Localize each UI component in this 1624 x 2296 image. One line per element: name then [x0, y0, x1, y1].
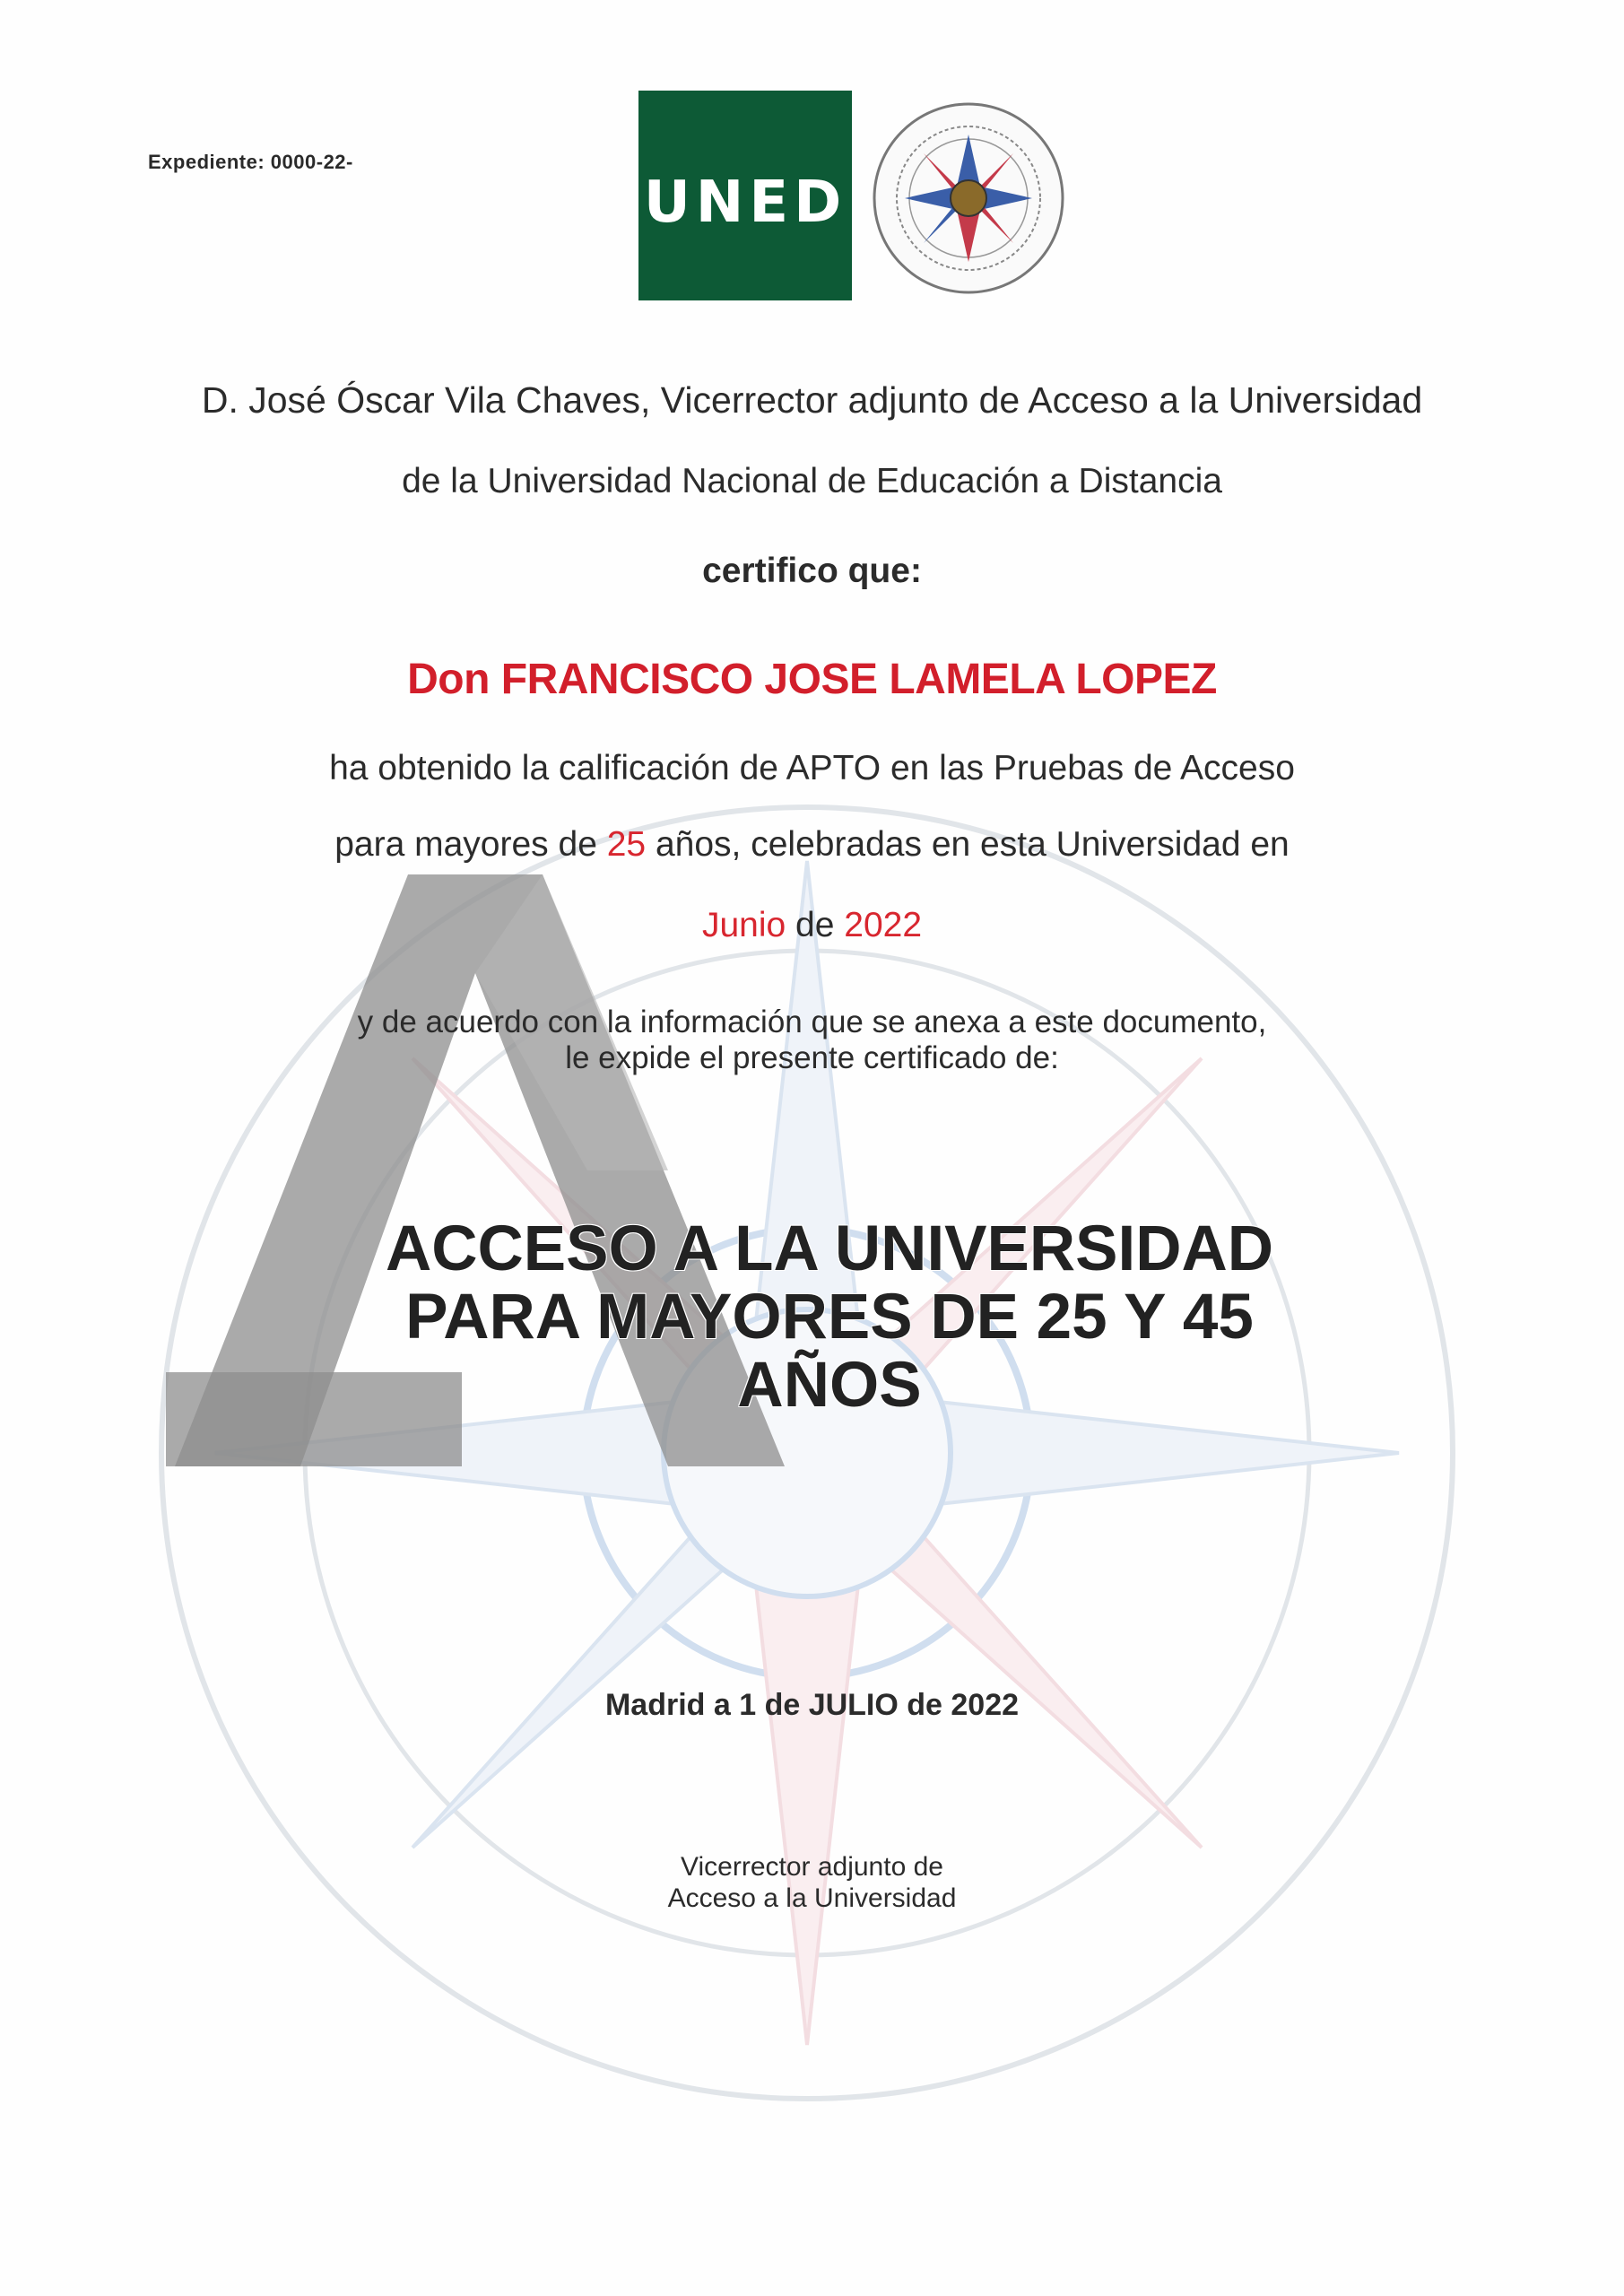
- recipient-name: Don FRANCISCO JOSE LAMELA LOPEZ: [407, 656, 1217, 703]
- issue-line: le expide el presente certificado de:: [565, 1040, 1059, 1075]
- apto-line: ha obtenido la calificación de APTO en las Pruebas de Acceso: [329, 749, 1295, 787]
- institution-line: de la Universidad Nacional de Educación a Distancia: [402, 462, 1222, 500]
- age-value: 25: [606, 825, 647, 864]
- expediente-number: Expediente: 0000-22-: [148, 151, 353, 173]
- exam-year: 2022: [844, 906, 923, 944]
- place-and-date: Madrid a 1 de JULIO de 2022: [604, 1688, 1020, 1722]
- age-line: [0, 825, 1624, 865]
- age-prefix: para mayores de: [334, 825, 597, 864]
- title-line-1: ACCESO A LA UNIVERSIDAD: [385, 1213, 1274, 1284]
- exam-date-connector: de: [795, 906, 835, 944]
- certificate-title: [305, 1215, 1354, 1420]
- certifico-heading: certifico que:: [702, 552, 922, 590]
- signature-title-line-1: Vicerrector adjunto de: [681, 1852, 943, 1882]
- signature-title-line-2: Acceso a la Universidad: [667, 1883, 957, 1913]
- age-suffix: años, celebradas en esta Universidad en: [655, 825, 1290, 864]
- title-line-2: PARA MAYORES DE 25 Y 45: [405, 1282, 1254, 1352]
- uned-logo: [638, 91, 852, 300]
- title-line-3: AÑOS: [737, 1350, 922, 1421]
- university-compass-seal-icon: [865, 99, 1072, 298]
- exam-date-line: [0, 906, 1624, 945]
- annex-line: y de acuerdo con la información que se anexa a este documento,: [357, 1004, 1267, 1039]
- exam-month: Junio: [701, 906, 786, 944]
- issuer-line: D. José Óscar Vila Chaves, Vicerrector adjunto de Acceso a la Universidad: [201, 379, 1423, 421]
- uned-logo-text: UNED: [643, 170, 847, 236]
